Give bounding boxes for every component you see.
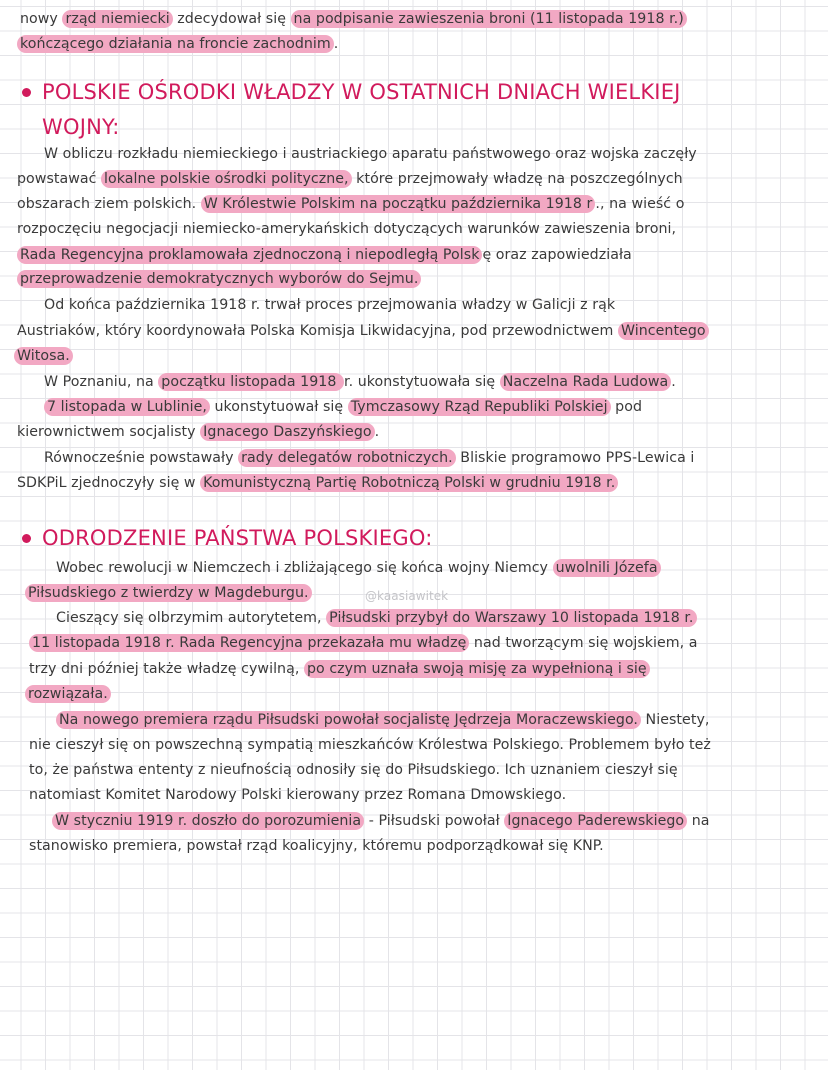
text: ę oraz zapowiedziała xyxy=(482,247,632,263)
s2-p2-line-1 xyxy=(56,607,697,629)
bullet-icon xyxy=(22,88,31,97)
highlight: Na nowego premiera rządu Piłsudski powołał socjalistę Jędrzeja Moraczewskiego. xyxy=(56,711,641,729)
bullet-icon xyxy=(22,534,31,543)
text: na xyxy=(687,813,710,829)
highlight: po czym uznała swoją misję za wypełnioną i się xyxy=(304,660,650,678)
text: Cieszący się olbrzymim autorytetem, xyxy=(56,610,327,626)
highlight: Ignacego Daszyńskiego xyxy=(200,423,374,441)
s2-p1-line-1 xyxy=(56,557,661,579)
text: SDKPiL zjednoczyły się w xyxy=(17,475,201,491)
highlight: Witosa. xyxy=(14,347,73,365)
text: powstawać xyxy=(17,171,102,187)
s2-p3-line-2: nie cieszył się on powszechną sympatią mieszkańców Królestwa Polskiego. Problemem było też xyxy=(29,737,711,753)
s2-p2-line-2 xyxy=(29,632,698,654)
highlight: na podpisanie zawieszenia broni (11 listopada 1918 r.) xyxy=(291,10,687,28)
text: Austriaków, który koordynowała Polska Komisja Likwidacyjna, pod przewodnictwem xyxy=(17,323,618,339)
highlight: W Królestwie Polskim na początku października 1918 r xyxy=(201,195,596,213)
text: nad tworzącym się wojskiem, a xyxy=(469,635,698,651)
highlight: rozwiązała. xyxy=(25,685,111,703)
intro-line-2 xyxy=(17,33,338,55)
text: które przejmowały władzę na poszczególnych xyxy=(351,171,683,187)
text: W Poznaniu, na xyxy=(44,374,159,390)
watermark: @kaasiawitek xyxy=(365,589,449,603)
s1-p3-line-3 xyxy=(17,421,379,443)
text: trzy dni później także władzę cywilną, xyxy=(29,661,304,677)
text: - Piłsudski powołał xyxy=(364,813,505,829)
text: ukonstytuował się xyxy=(209,399,348,415)
s2-p4-line-2: stanowisko premiera, powstał rząd koalicyjny, któremu podporządkował się KNP. xyxy=(29,838,604,854)
text: obszarach ziem polskich. xyxy=(17,196,201,212)
s1-p1-line-4: rozpoczęciu negocjacji niemiecko-amerykańskich dotyczących warunków zawieszenia broni, xyxy=(17,221,677,237)
highlight: Tymczasowy Rząd Republiki Polskiej xyxy=(348,398,611,416)
s2-p2-line-4 xyxy=(25,683,111,705)
text: Równocześnie powstawały xyxy=(44,450,239,466)
text: zdecydował się xyxy=(172,11,291,27)
s1-p3-line-1 xyxy=(44,371,676,393)
section-heading-2: ODRODZENIE PAŃSTWA POLSKIEGO: xyxy=(42,526,433,550)
highlight: przeprowadzenie demokratycznych wyborów do Sejmu. xyxy=(17,270,421,288)
s1-p1-line-6 xyxy=(17,268,421,290)
highlight: lokalne polskie ośrodki polityczne, xyxy=(101,170,352,188)
text: ., na wieść o xyxy=(595,196,685,212)
highlight: Piłsudskiego z twierdzy w Magdeburgu. xyxy=(25,584,312,602)
s2-p4-line-1 xyxy=(52,810,710,832)
highlight: 11 listopada 1918 r. Rada Regencyjna przekazała mu władzę xyxy=(29,634,469,652)
s2-p2-line-3 xyxy=(29,658,650,680)
highlight: rady delegatów robotniczych. xyxy=(238,449,456,467)
highlight: uwolnili Józefa xyxy=(553,559,661,577)
text: . xyxy=(671,374,676,390)
text: pod xyxy=(610,399,642,415)
text: Wobec rewolucji w Niemczech i zbliżającego się końca wojny Niemcy xyxy=(56,560,553,576)
s2-p3-line-1 xyxy=(56,709,709,731)
text: nowy xyxy=(20,11,63,27)
s1-p3-line-2 xyxy=(44,396,642,418)
s1-p2-line-1: Od końca października 1918 r. trwał proces przejmowania władzy w Galicji z rąk xyxy=(44,297,616,313)
text: r. ukonstytuowała się xyxy=(344,374,500,390)
text: Bliskie programowo PPS-Lewica i xyxy=(455,450,695,466)
text: Niestety, xyxy=(641,712,710,728)
s2-p3-line-3: to, że państwa ententy z nieufnością odnosiły się do Piłsudskiego. Ich uznaniem cieszył się xyxy=(29,762,678,778)
highlight: początku listopada 1918 xyxy=(158,373,344,391)
highlight: Rada Regencyjna proklamowała zjednoczoną i niepodległą Polsk xyxy=(17,246,482,264)
intro-line-1 xyxy=(20,8,687,30)
s2-p1-line-2 xyxy=(25,582,449,604)
highlight: Ignacego Paderewskiego xyxy=(504,812,687,830)
highlight: W styczniu 1919 r. doszło do porozumienia xyxy=(52,812,364,830)
s2-p3-line-4: natomiast Komitet Narodowy Polski kierowany przez Romana Dmowskiego. xyxy=(29,787,567,803)
s1-p1-line-3 xyxy=(17,193,684,215)
highlight: Piłsudski przybył do Warszawy 10 listopada 1918 r. xyxy=(326,609,696,627)
highlight: Wincentego xyxy=(618,322,709,340)
text: . xyxy=(333,36,339,52)
s1-p1-line-1: W obliczu rozkładu niemieckiego i austriackiego aparatu państwowego oraz wojska zaczęły xyxy=(44,146,697,162)
section-heading-1-cont: WOJNY: xyxy=(42,115,120,139)
s1-p4-line-1 xyxy=(44,447,694,469)
s1-p4-line-2 xyxy=(17,472,618,494)
s1-p2-line-2 xyxy=(17,320,709,342)
s1-p2-line-3 xyxy=(14,345,73,367)
highlight: Komunistyczną Partię Robotniczą Polski w grudniu 1918 r. xyxy=(200,474,618,492)
s1-p1-line-2 xyxy=(17,168,683,190)
highlight: 7 listopada w Lublinie, xyxy=(44,398,210,416)
section-heading-1: POLSKIE OŚRODKI WŁADZY W OSTATNICH DNIACH WIELKIEJ xyxy=(42,80,681,104)
highlight: kończącego działania na froncie zachodnim xyxy=(17,35,334,53)
s1-p1-line-5 xyxy=(17,244,632,266)
text: kierownictwem socjalisty xyxy=(17,424,201,440)
highlight: rząd niemiecki xyxy=(62,10,172,28)
highlight: Naczelna Rada Ludowa xyxy=(500,373,672,391)
text: . xyxy=(374,424,380,440)
